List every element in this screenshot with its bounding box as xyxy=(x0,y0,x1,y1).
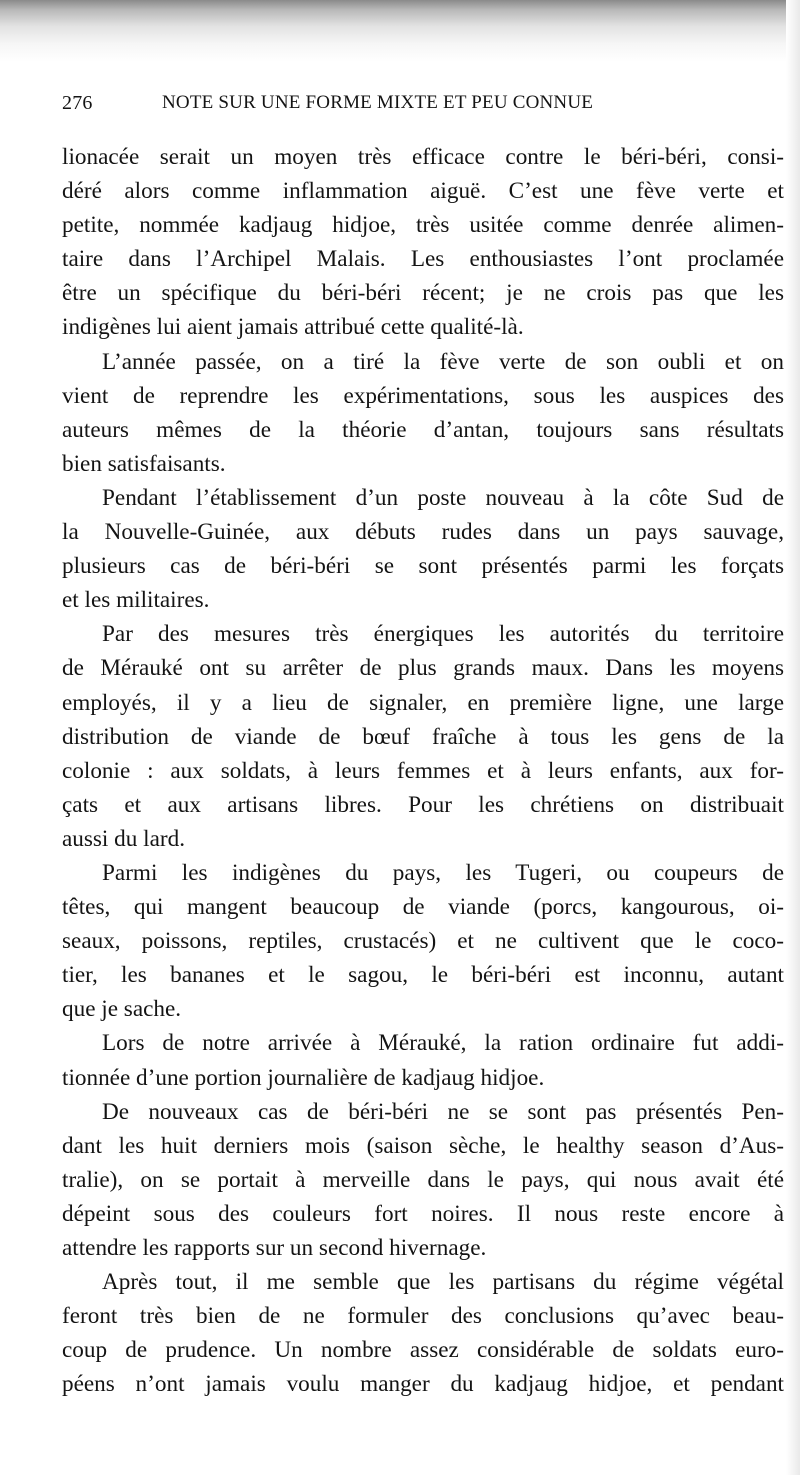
text-line: dant les huit derniers mois (saison sèche, le healthy season d’Aus- xyxy=(62,1132,784,1159)
text-line: péens n’ont jamais voulu manger du kadjaug hidjoe, et pendant xyxy=(62,1371,784,1398)
scan-right-shadow xyxy=(786,0,800,1475)
text-line: feront très bien de ne formuler des conclusions qu’avec beau- xyxy=(62,1303,784,1330)
text-line: attendre les rapports sur un second hivernage. xyxy=(62,1235,487,1261)
text-line: aussi du lard. xyxy=(62,825,186,852)
text-line: L’année passée, on a tiré la fève verte de son oubli et on xyxy=(102,348,784,375)
text-line: çats et aux artisans libres. Pour les chrétiens on distribuait xyxy=(62,791,784,818)
scan-top-shadow xyxy=(0,0,800,70)
book-page xyxy=(62,88,784,1401)
text-line: lionacée serait un moyen très efficace contre le béri-béri, consi- xyxy=(62,144,784,170)
text-line: Lors de notre arrivée à Mérauké, la ration ordinaire fut addi- xyxy=(102,1030,784,1057)
page-number: 276 xyxy=(62,92,93,114)
text-line: dépeint sous des couleurs fort noires. Il nous reste encore à xyxy=(62,1200,784,1227)
text-line: seaux, poissons, reptiles, crustacés) et ne cultivent que le coco- xyxy=(62,928,784,955)
text-line: petite, nommée kadjaug hidjoe, très usitée comme denrée alimen- xyxy=(62,212,784,239)
text-line: et les militaires. xyxy=(62,587,210,614)
text-line: De nouveaux cas de béri-béri ne se sont pas présentés Pen- xyxy=(102,1098,784,1125)
running-head xyxy=(62,88,784,118)
text-line: vient de reprendre les expérimentations, sous les auspices des xyxy=(62,382,784,409)
text-line: de Mérauké ont su arrêter de plus grands maux. Dans les moyens xyxy=(62,655,784,682)
text-line: tionnée d’une portion journalière de kadjaug hidjoe. xyxy=(62,1064,545,1091)
text-line: Après tout, il me semble que les partisans du régime végétal xyxy=(102,1269,784,1296)
body-text xyxy=(62,140,784,1401)
running-title: NOTE SUR UNE FORME MIXTE ET PEU CONNUE xyxy=(162,92,594,113)
text-line: coup de prudence. Un nombre assez considérable de soldats euro- xyxy=(62,1337,784,1364)
text-line: Par des mesures très énergiques les autorités du territoire xyxy=(102,621,784,648)
text-line: que je sache. xyxy=(62,996,182,1023)
text-line: taire dans l’Archipel Malais. Les enthousiastes l’ont proclamée xyxy=(62,246,784,273)
text-line: déré alors comme inflammation aiguë. C’est une fève verte et xyxy=(62,178,784,205)
text-line: auteurs mêmes de la théorie d’antan, toujours sans résultats xyxy=(62,416,784,443)
text-line: Pendant l’établissement d’un poste nouveau à la côte Sud de xyxy=(102,484,784,511)
text-line: la Nouvelle-Guinée, aux débuts rudes dans un pays sauvage, xyxy=(62,519,784,546)
text-line: distribution de viande de bœuf fraîche à tous les gens de la xyxy=(62,723,784,750)
text-line: Parmi les indigènes du pays, les Tugeri, ou coupeurs de xyxy=(102,859,784,886)
text-line: têtes, qui mangent beaucoup de viande (porcs, kangourous, oi- xyxy=(62,894,784,921)
text-line: tier, les bananes et le sagou, le béri-béri est inconnu, autant xyxy=(62,962,784,989)
text-line: employés, il y a lieu de signaler, en première ligne, une large xyxy=(62,689,784,716)
text-line: colonie : aux soldats, à leurs femmes et à leurs enfants, aux for- xyxy=(62,757,784,784)
text-line: être un spécifique du béri-béri récent; je ne crois pas que les xyxy=(62,280,784,307)
text-line: indigènes lui aient jamais attribué cette qualité-là. xyxy=(62,314,524,341)
text-line: bien satisfaisants. xyxy=(62,450,226,477)
text-line: tralie), on se portait à merveille dans le pays, qui nous avait été xyxy=(62,1166,784,1193)
text-line: plusieurs cas de béri-béri se sont présentés parmi les forçats xyxy=(62,553,784,580)
